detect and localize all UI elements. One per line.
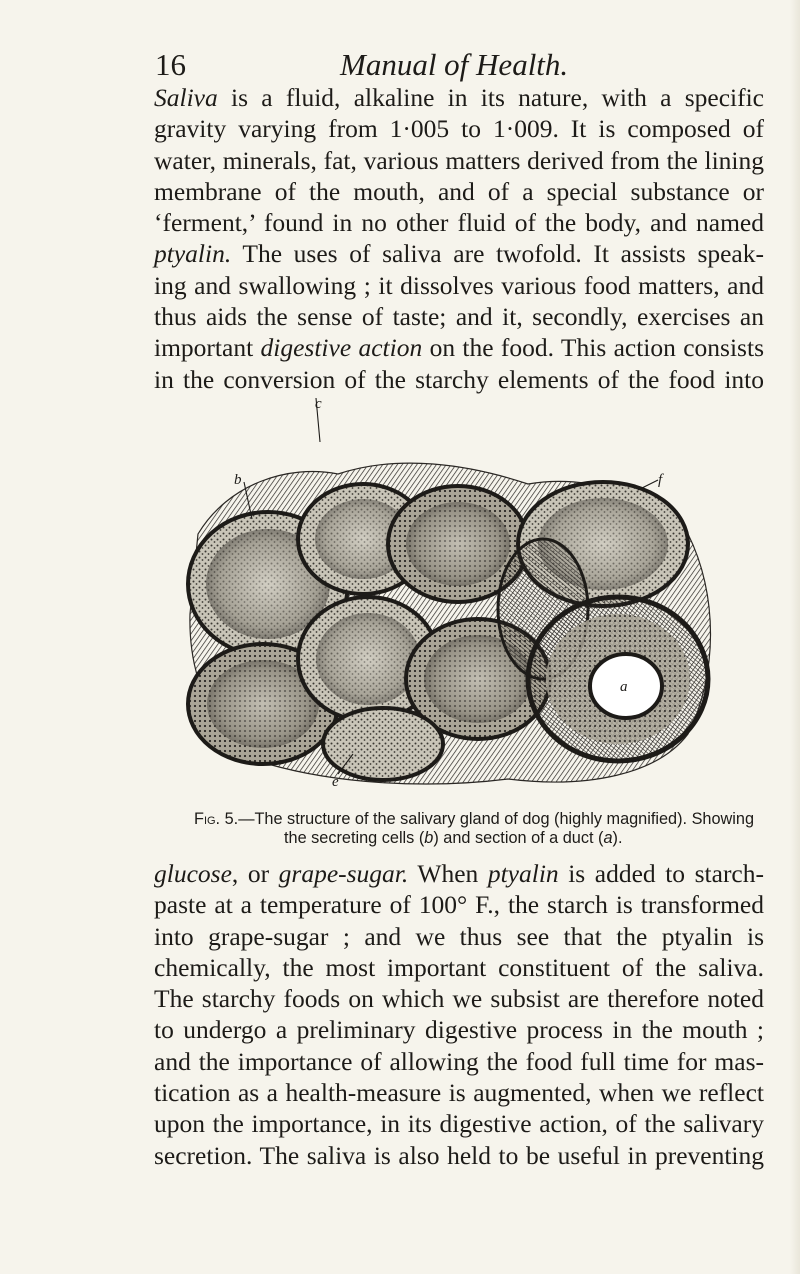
term-saliva: Saliva [154, 83, 218, 112]
paragraph-saliva [154, 82, 764, 395]
text-line: The starchy foods on which we subsist are therefore noted [154, 984, 764, 1014]
text-line: ing and swallowing ; it dissolves various food matters, and [154, 270, 764, 300]
text-line: glucose, or grape-sugar. When ptyalin is added to starch- [154, 859, 764, 888]
figure-caption [194, 810, 755, 848]
text-line: upon the importance, in its digestive action, of the salivary [154, 1109, 764, 1139]
text-line: ‘ferment,’ found in no other fluid of the body, and named [154, 208, 764, 238]
gland-illustration [168, 394, 728, 810]
term-ptyalin: ptyalin. [154, 239, 232, 269]
salivary-gland-figure [168, 394, 728, 810]
label-c: c [315, 396, 322, 412]
label-a: a [620, 679, 628, 695]
text-line: important digestive action on the food. This action consists [154, 333, 764, 363]
page-edge-shadow [790, 0, 800, 1274]
text-line: chemically, the most important constituent of the saliva. [154, 952, 764, 982]
caption-line-1: Fig. 5.—The structure of the salivary gland of dog (highly magnified). Showing [194, 810, 755, 828]
text-line: to undergo a preliminary digestive process in the mouth ; [154, 1015, 764, 1045]
lobules [188, 482, 708, 780]
term-ptyalin: ptyalin [487, 859, 559, 888]
term-glucose: glucose [154, 859, 232, 888]
running-title: Manual of Health. [340, 47, 569, 82]
text-line: membrane of the mouth, and of a special substance or [154, 176, 764, 206]
term-digestive-action: digestive action [260, 333, 423, 363]
text-line: gravity varying from 1·005 to 1·009. It is composed of [154, 114, 764, 144]
text-line: tication as a health-measure is augmented, when we reflect [154, 1078, 764, 1108]
label-b: b [234, 472, 242, 488]
caption-line-2: the secreting cells (b) and section of a duct (a). [284, 829, 623, 847]
label-f: f [658, 472, 663, 488]
text-line: water, minerals, fat, various matters derived from the lining [154, 145, 764, 175]
text-line: paste at a temperature of 100° F., the starch is transformed [154, 890, 764, 920]
text-line: thus aids the sense of taste; and it, secondly, exercises an [154, 302, 764, 332]
caption-fig-number: Fig. 5. [194, 810, 239, 828]
text-line: ptyalin. The uses of saliva are twofold. It assists speak- [154, 239, 764, 269]
text-line: into grape-sugar ; and we thus see that the ptyalin is [154, 921, 764, 951]
text-line: secretion. The saliva is also held to be useful in preventing [154, 1140, 764, 1170]
term-grape-sugar: grape-sugar. [278, 859, 409, 888]
paragraph-glucose [154, 858, 764, 1171]
page-number: 16 [155, 47, 186, 82]
label-e: e [332, 774, 339, 790]
text-line: in the conversion of the starchy elements of the food into [154, 364, 764, 394]
text-line: Saliva is a fluid, alkaline in its nature, with a specific [154, 83, 764, 112]
text-line: and the importance of allowing the food full time for mas- [154, 1046, 764, 1076]
